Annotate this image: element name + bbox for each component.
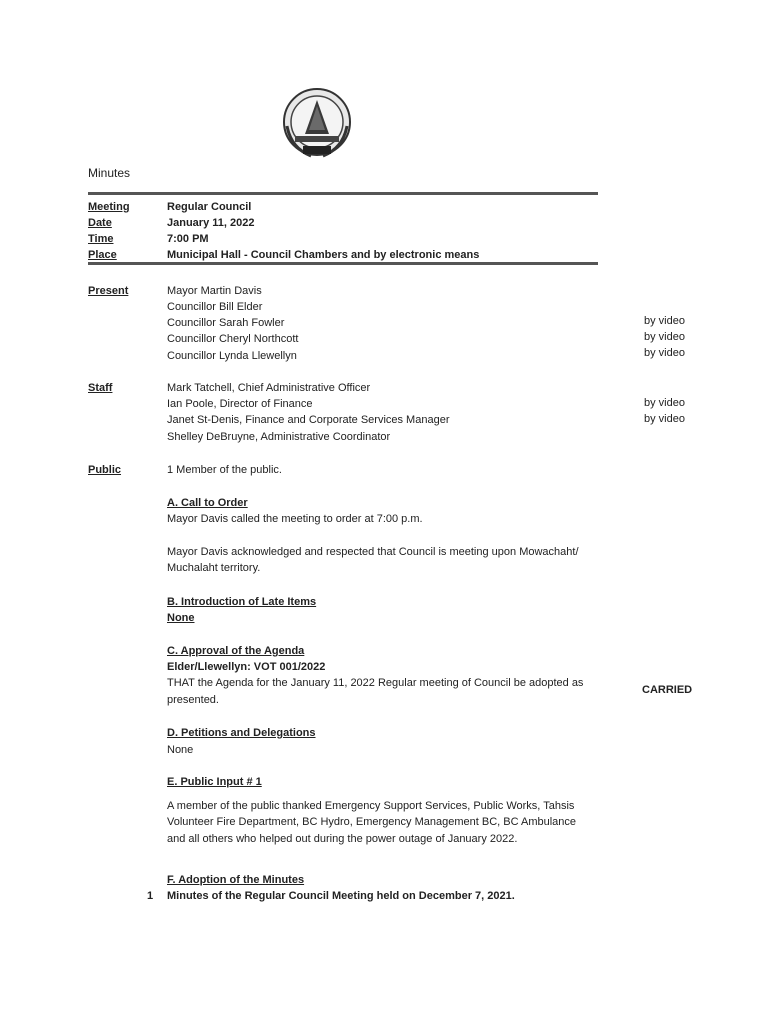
section-e-title: E. Public Input # 1 (167, 776, 262, 788)
section-c-motion: Elder/Llewellyn: VOT 001/2022 (167, 661, 326, 673)
attendance-note: by video (644, 413, 685, 425)
public-label: Public (88, 464, 122, 476)
staff-person: Shelley DeBruyne, Administrative Coordinator (167, 431, 391, 443)
time-value: 7:00 PM (167, 233, 209, 245)
public-text: 1 Member of the public. (167, 464, 282, 476)
staff-person: Ian Poole, Director of Finance (167, 398, 313, 410)
date-label: Date (88, 217, 112, 229)
section-f-title: F. Adoption of the Minutes (167, 874, 305, 886)
time-label: Time (88, 233, 114, 245)
section-c-text-line1: THAT the Agenda for the January 11, 2022 Regular meeting of Council be adopted as (167, 677, 584, 689)
section-c-title: C. Approval of the Agenda (167, 645, 305, 657)
section-f-item-number: 1 (147, 890, 154, 902)
section-e-line1: A member of the public thanked Emergency Support Services, Public Works, Tahsis (167, 800, 575, 812)
top-rule (88, 192, 598, 195)
section-e-line2: Volunteer Fire Department, BC Hydro, Emergency Management BC, BC Ambulance (167, 816, 577, 828)
staff-label: Staff (88, 382, 113, 394)
present-person: Councillor Sarah Fowler (167, 317, 285, 329)
section-b-text: None (167, 612, 195, 624)
page-title: Minutes (88, 166, 131, 180)
place-value: Municipal Hall - Council Chambers and by electronic means (167, 249, 480, 261)
section-a-acknowledgement-line1: Mayor Davis acknowledged and respected that Council is meeting upon Mowachaht/ (167, 546, 579, 558)
section-f-item-text: Minutes of the Regular Council Meeting held on December 7, 2021. (167, 890, 515, 902)
section-c-text-line2: presented. (167, 694, 219, 706)
meeting-value: Regular Council (167, 201, 252, 213)
motion-result: CARRIED (642, 684, 693, 696)
present-label: Present (88, 285, 129, 297)
municipal-seal-icon (281, 86, 353, 162)
attendance-note: by video (644, 315, 685, 327)
present-person: Mayor Martin Davis (167, 285, 262, 297)
section-a-text: Mayor Davis called the meeting to order at 7:00 p.m. (167, 513, 423, 525)
present-person: Councillor Lynda Llewellyn (167, 350, 297, 362)
present-person: Councillor Bill Elder (167, 301, 263, 313)
section-b-title: B. Introduction of Late Items (167, 596, 317, 608)
attendance-note: by video (644, 347, 685, 359)
place-label: Place (88, 249, 117, 261)
attendance-note: by video (644, 397, 685, 409)
section-a-acknowledgement-line2: Muchalaht territory. (167, 562, 261, 574)
meta-rule (88, 262, 598, 265)
staff-person: Mark Tatchell, Chief Administrative Officer (167, 382, 371, 394)
section-e-line3: and all others who helped out during the power outage of January 2022. (167, 833, 518, 845)
section-d-text: None (167, 744, 194, 756)
staff-person: Janet St-Denis, Finance and Corporate Services Manager (167, 414, 450, 426)
attendance-note: by video (644, 331, 685, 343)
date-value: January 11, 2022 (167, 217, 255, 229)
section-d-title: D. Petitions and Delegations (167, 727, 316, 739)
section-a-title: A. Call to Order (167, 497, 248, 509)
present-person: Councillor Cheryl Northcott (167, 333, 299, 345)
meeting-label: Meeting (88, 201, 130, 213)
